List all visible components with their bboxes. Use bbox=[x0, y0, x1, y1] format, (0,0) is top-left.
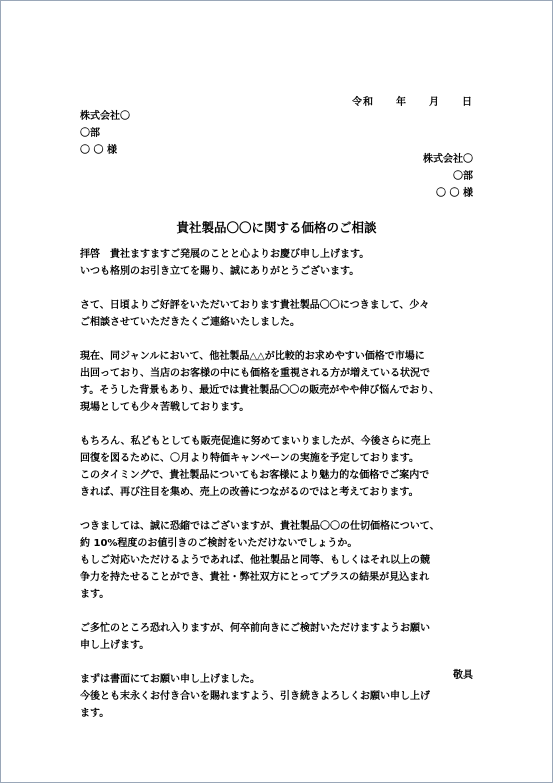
body-line: 現場としても少々苦戦しております。 bbox=[80, 402, 250, 413]
sender-person: 〇 〇 様 bbox=[436, 188, 473, 199]
sender-block bbox=[423, 151, 473, 202]
recipient-person: 〇 〇 様 bbox=[80, 145, 117, 156]
body-line: もちろん、私どもとしても販売促進に努めてまいりましたが、今後さらに売上 bbox=[80, 436, 431, 447]
body-line: さて、日頃よりご好評をいただいております貴社製品〇〇につきまして、少々 bbox=[80, 300, 430, 311]
paragraph bbox=[80, 433, 480, 501]
body-line: 申し上げます。 bbox=[80, 640, 150, 651]
body-line: 回復を図るために、〇月より特価キャンペーンの実施を予定しております。 bbox=[80, 453, 419, 464]
body-line: 拝啓 貴社ますますご発展のことと心よりお慶び申し上げます。 bbox=[80, 249, 370, 260]
closing-phrase: 敬具 bbox=[453, 670, 473, 681]
letter-body bbox=[80, 246, 480, 739]
body-line: す。そうした背景もあり、最近では貴社製品〇〇の販売がやや伸び悩んでおり、 bbox=[80, 385, 440, 396]
paragraph bbox=[80, 671, 480, 722]
letter-title: 貴社製品〇〇に関する価格のご相談 bbox=[176, 220, 377, 235]
body-line: ます。 bbox=[80, 589, 110, 600]
body-line: 今後とも末永くお付き合いを賜れますよう、引き続きよろしくお願い申し上げ bbox=[80, 691, 430, 702]
body-line: ます。 bbox=[80, 708, 110, 719]
paragraph bbox=[80, 518, 480, 603]
body-line: 争力を持たせることができ、貴社・弊社双方にとってプラスの結果が見込まれ bbox=[80, 572, 430, 583]
body-line: いつも格別のお引き立てを賜り、誠にありがとうございます。 bbox=[80, 266, 360, 277]
body-line: つきましては、誠に恐縮ではございますが、貴社製品〇〇の仕切価格について、 bbox=[80, 521, 440, 532]
paragraph bbox=[80, 620, 480, 654]
body-line: 出回っており、当店のお客様の中にも価格を重視される方が増えている状況で bbox=[80, 368, 430, 379]
letter-date: 令和 年 月 日 bbox=[352, 97, 473, 108]
body-line: ご多忙のところ恐れ入りますが、何卒前向きにご検討いただけますようお願い bbox=[80, 623, 430, 634]
body-line: このタイミングで、貴社製品についてもお客様により魅力的な価格でご案内で bbox=[80, 470, 430, 481]
body-line: ご相談させていただきたくご連絡いたしました。 bbox=[80, 317, 300, 328]
paragraph bbox=[80, 348, 480, 416]
paragraph bbox=[80, 297, 480, 331]
sender-company: 株式会社〇 bbox=[423, 154, 473, 165]
body-line: まずは書面にてお願い申し上げました。 bbox=[80, 674, 260, 685]
recipient-department: 〇部 bbox=[80, 128, 100, 139]
sender-department: 〇部 bbox=[453, 171, 473, 182]
recipient-company: 株式会社〇 bbox=[80, 111, 130, 122]
paragraph bbox=[80, 246, 480, 280]
recipient-block bbox=[80, 108, 130, 159]
body-line: きれば、再び注目を集め、売上の改善につながるのではと考えております。 bbox=[80, 487, 419, 498]
body-line: 現在、同ジャンルにおいて、他社製品△△が比較的お求めやすい価格で市場に bbox=[80, 351, 425, 362]
body-line: 約 10%程度のお値引きのご検討をいただけないでしょうか。 bbox=[80, 538, 358, 549]
body-line: もしご対応いただけるようであれば、他社製品と同等、もしくはそれ以上の競 bbox=[80, 555, 430, 566]
